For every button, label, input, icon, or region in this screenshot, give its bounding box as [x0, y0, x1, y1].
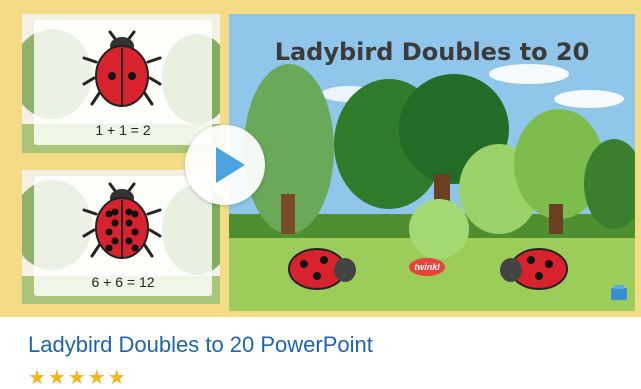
play-icon — [185, 125, 265, 205]
slide-title: Ladybird Doubles to 20 — [274, 38, 590, 66]
equation-label: 1 + 1 = 2 — [95, 122, 151, 138]
brand-badge: twinkl — [409, 258, 445, 276]
slide-tool-icon — [609, 283, 629, 303]
play-button[interactable] — [185, 125, 265, 205]
ladybird-icon — [82, 30, 162, 110]
rating-stars: ★★★★★ — [28, 367, 128, 389]
ladybird-icon — [82, 182, 162, 262]
equation-label: 6 + 6 = 12 — [91, 274, 155, 290]
resource-title-link[interactable]: Ladybird Doubles to 20 PowerPoint — [28, 332, 373, 357]
main-slide-preview — [229, 14, 635, 311]
